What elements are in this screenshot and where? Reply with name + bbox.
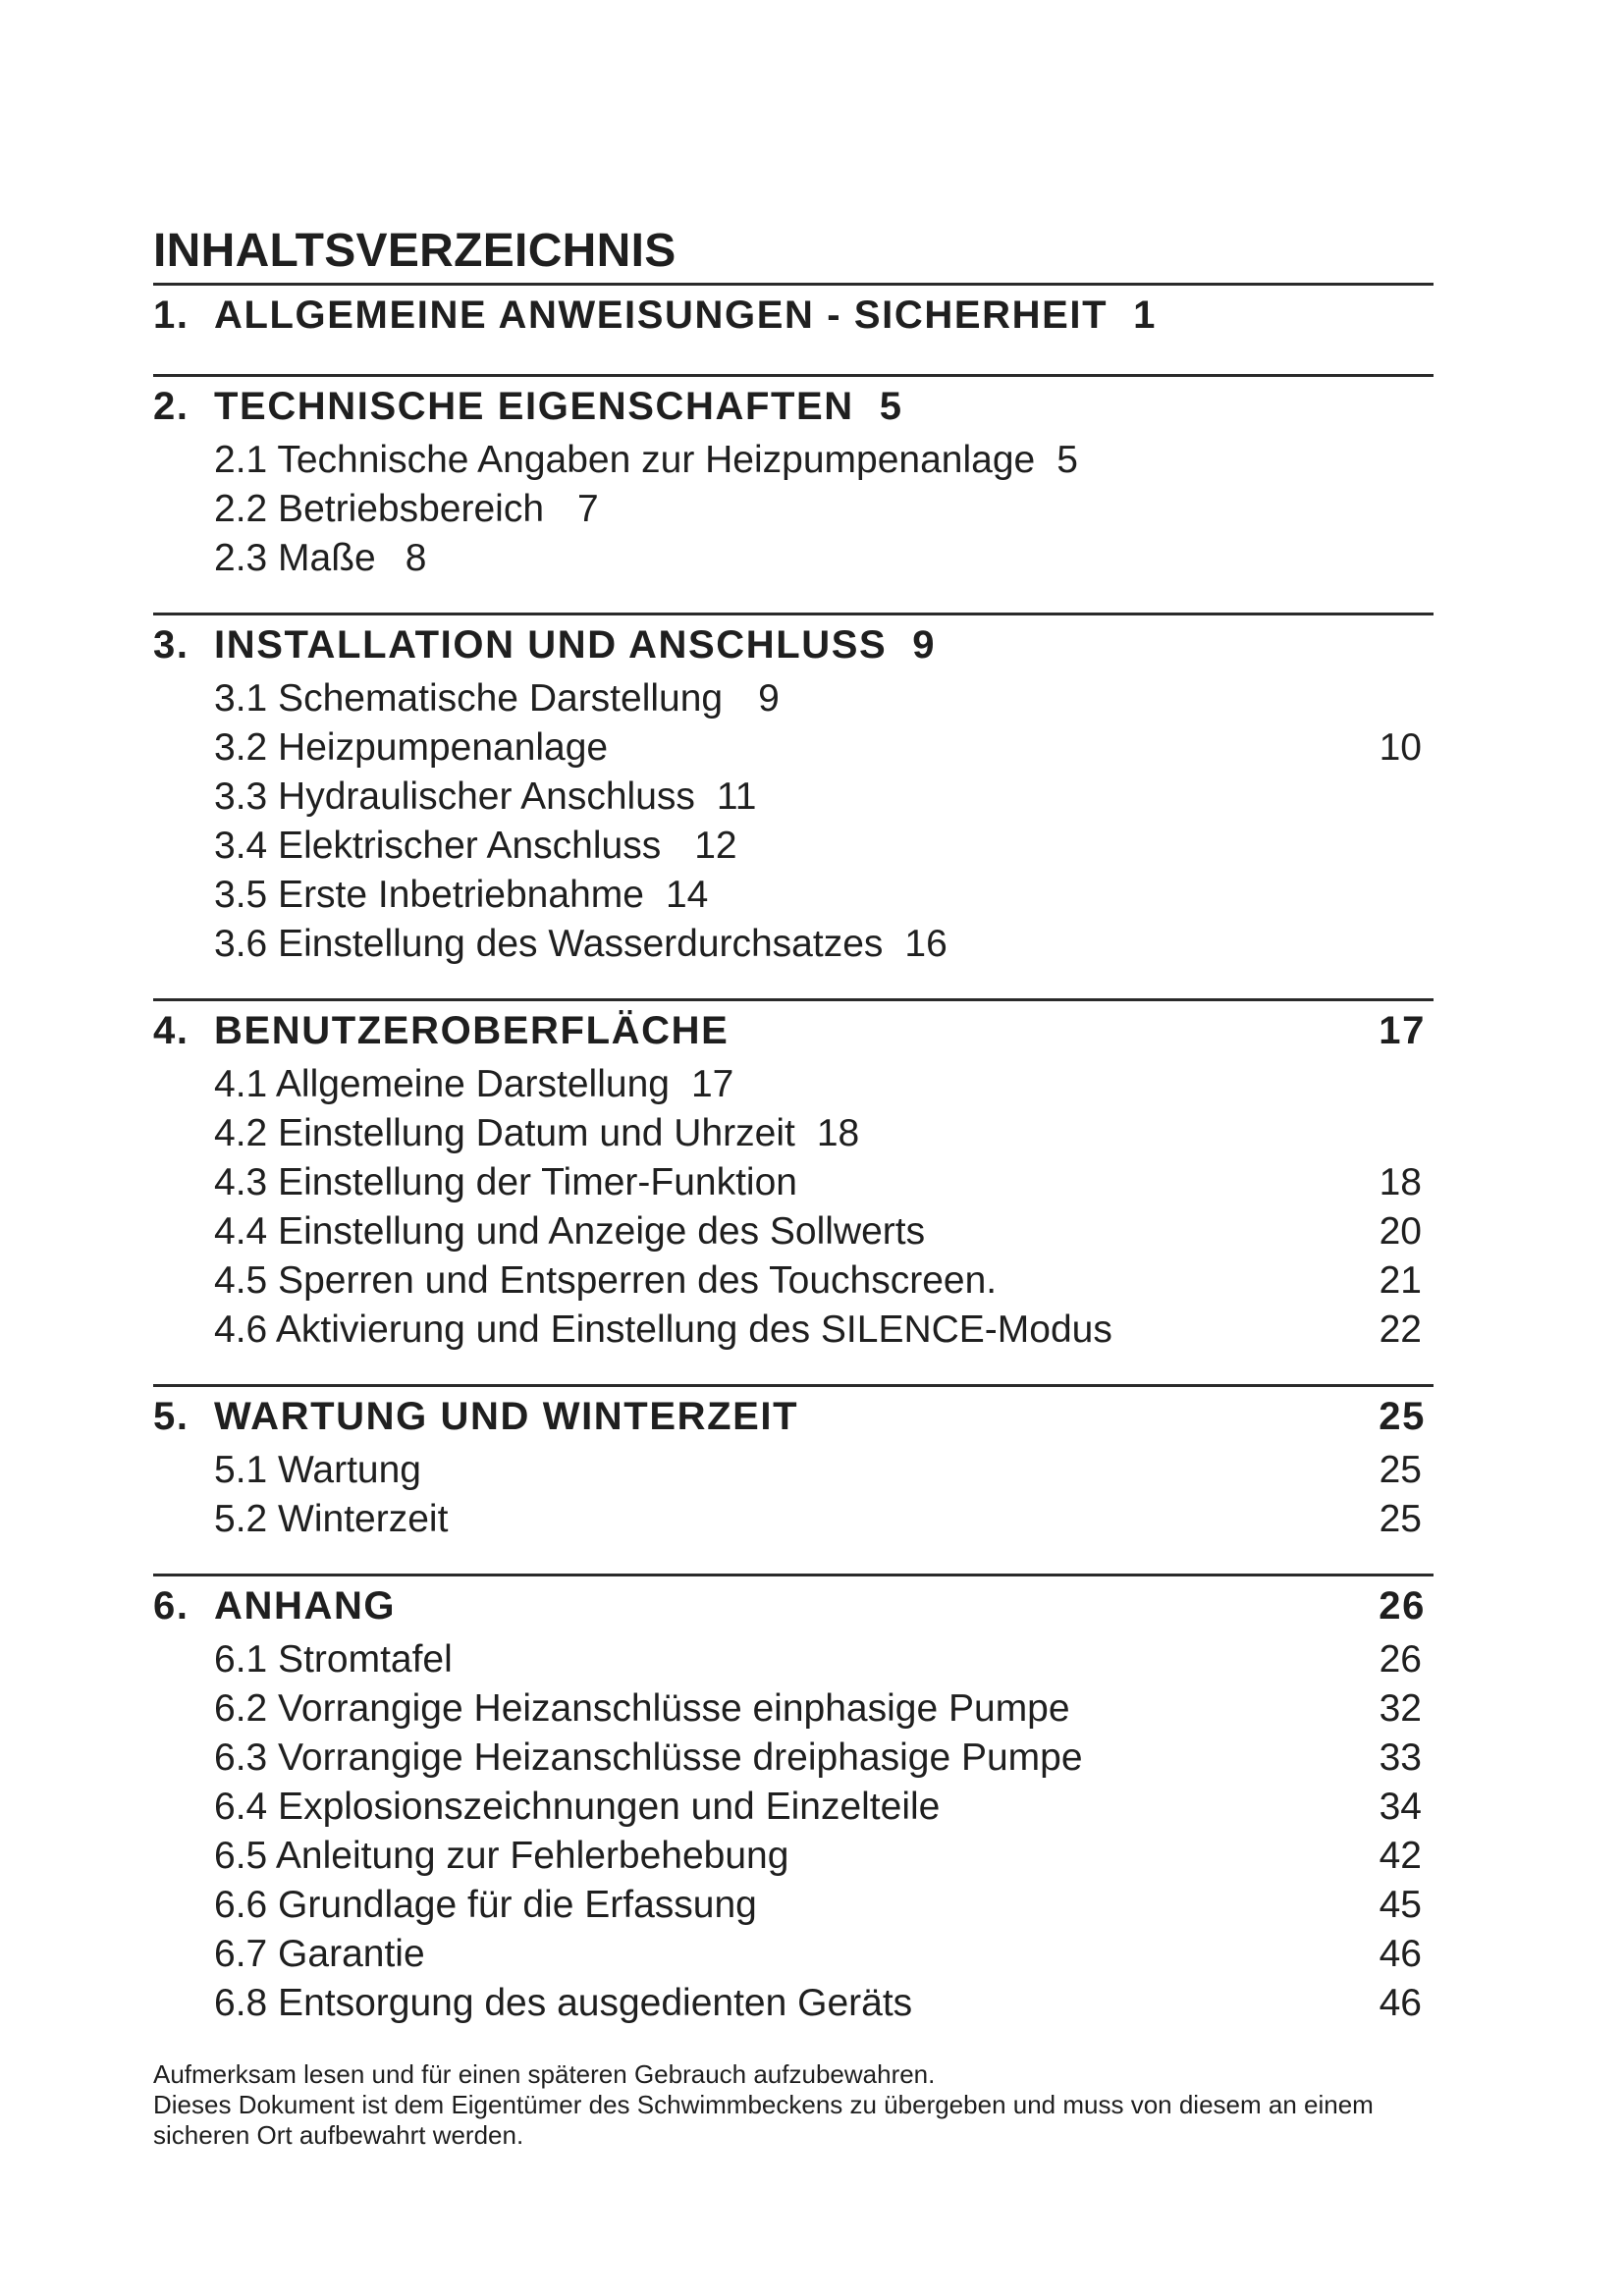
toc-entry[interactable] — [214, 1832, 1434, 1881]
section-number: 3. — [153, 622, 189, 667]
toc-section-4 — [153, 998, 1434, 1384]
toc-entry[interactable] — [214, 1684, 1434, 1734]
toc-entry[interactable] — [214, 871, 1434, 920]
footer-line-handover: Dieses Dokument ist dem Eigentümer des Schwimmbeckens zu übergeben und muss von diesem an einem sicheren Ort aufbewahrt werden. — [153, 2090, 1374, 2150]
section-heading[interactable] — [153, 1387, 1434, 1446]
toc-entry[interactable] — [214, 1256, 1434, 1306]
entry-page: 17 — [690, 1063, 734, 1105]
section-number: 4. — [153, 1008, 189, 1052]
section-number: 1. — [153, 293, 189, 337]
entry-title: 6.7 Garantie — [214, 1933, 425, 1975]
entry-title: 3.1 Schematische Darstellung — [214, 677, 724, 720]
entry-page: 18 — [816, 1112, 860, 1154]
section-page: 25 — [1379, 1394, 1426, 1438]
section-heading[interactable] — [153, 286, 1434, 345]
section-number: 5. — [153, 1394, 189, 1438]
entry-title: 4.4 Einstellung und Anzeige des Sollwerts — [214, 1210, 926, 1253]
toc-entry[interactable] — [214, 773, 1434, 822]
entry-page: 11 — [716, 775, 757, 818]
entry-page: 32 — [1379, 1687, 1422, 1730]
toc-entry[interactable] — [214, 1783, 1434, 1832]
toc-entry[interactable] — [214, 1109, 1434, 1158]
section-heading[interactable] — [153, 377, 1434, 436]
entry-title: 4.2 Einstellung Datum und Uhrzeit — [214, 1112, 795, 1154]
entry-title: 4.5 Sperren und Entsperren des Touchscreen. — [214, 1259, 998, 1302]
section-title: INSTALLATION UND ANSCHLUSS — [214, 622, 888, 667]
entry-page: 12 — [694, 825, 737, 867]
entry-title: 5.2 Winterzeit — [214, 1498, 449, 1540]
entry-title: 3.2 Heizpumpenanlage — [214, 726, 609, 769]
toc-title: INHALTSVERZEICHNIS — [153, 225, 677, 277]
entry-title: 2.2 Betriebsbereich — [214, 488, 545, 530]
entry-page: 46 — [1379, 1933, 1422, 1975]
section-title: BENUTZEROBERFLÄCHE — [214, 1008, 730, 1052]
entry-page: 14 — [665, 874, 709, 916]
section-entries — [153, 436, 1434, 583]
toc-entry[interactable] — [214, 674, 1434, 723]
toc-entry[interactable] — [214, 534, 1434, 583]
toc-entry[interactable] — [214, 1635, 1434, 1684]
section-title: TECHNISCHE EIGENSCHAFTEN — [214, 384, 854, 428]
entry-title: 3.4 Elektrischer Anschluss — [214, 825, 662, 867]
section-page: 5 — [879, 384, 903, 428]
section-page: 1 — [1133, 293, 1157, 337]
entry-page: 9 — [758, 677, 780, 720]
toc-entry[interactable] — [214, 723, 1434, 773]
entry-title: 4.6 Aktivierung und Einstellung des SILENCE-Modus — [214, 1308, 1112, 1351]
entry-page: 21 — [1379, 1259, 1422, 1302]
entry-page: 20 — [1379, 1210, 1422, 1253]
toc-entry[interactable] — [214, 1060, 1434, 1109]
entry-page: 45 — [1379, 1884, 1422, 1926]
entry-page: 8 — [405, 537, 427, 579]
entry-page: 5 — [1056, 439, 1078, 481]
toc-entry[interactable] — [214, 1734, 1434, 1783]
entry-title: 6.4 Explosionszeichnungen und Einzelteile — [214, 1786, 941, 1828]
toc-entry[interactable] — [214, 822, 1434, 871]
toc-entry[interactable] — [214, 1207, 1434, 1256]
toc-entry[interactable] — [214, 485, 1434, 534]
entry-title: 6.1 Stromtafel — [214, 1638, 453, 1681]
section-page: 26 — [1379, 1583, 1426, 1628]
entry-page: 18 — [1379, 1161, 1422, 1203]
section-heading[interactable] — [153, 1576, 1434, 1635]
toc-entry[interactable] — [214, 1306, 1434, 1355]
footer-line-read-carefully: Aufmerksam lesen und für einen späteren Gebrauch aufzubewahren. — [153, 2059, 936, 2089]
entry-page: 42 — [1379, 1835, 1422, 1877]
section-title: ANHANG — [214, 1583, 397, 1628]
toc-section-3 — [153, 613, 1434, 998]
entry-title: 6.3 Vorrangige Heizanschlüsse dreiphasige Pumpe — [214, 1736, 1083, 1779]
entry-page: 33 — [1379, 1736, 1422, 1779]
entry-title: 6.2 Vorrangige Heizanschlüsse einphasige Pumpe — [214, 1687, 1070, 1730]
section-number: 2. — [153, 384, 189, 428]
section-page: 17 — [1379, 1008, 1426, 1052]
entry-title: 3.3 Hydraulischer Anschluss — [214, 775, 695, 818]
entry-page: 34 — [1379, 1786, 1422, 1828]
entry-page: 46 — [1379, 1982, 1422, 2024]
table-of-contents — [153, 224, 1434, 2028]
entry-page: 10 — [1379, 726, 1422, 769]
toc-section-5 — [153, 1384, 1434, 1574]
entry-page: 7 — [577, 488, 599, 530]
entry-title: 5.1 Wartung — [214, 1449, 421, 1491]
toc-entry[interactable] — [214, 1495, 1434, 1544]
entry-title: 6.5 Anleitung zur Fehlerbehebung — [214, 1835, 789, 1877]
toc-section-2 — [153, 374, 1434, 613]
entry-title: 2.1 Technische Angaben zur Heizpumpenanlage — [214, 439, 1036, 481]
toc-entry[interactable] — [214, 1881, 1434, 1930]
section-entries — [153, 1060, 1434, 1355]
section-page: 9 — [912, 622, 937, 667]
entry-page: 22 — [1379, 1308, 1422, 1351]
entry-title: 6.6 Grundlage für die Erfassung — [214, 1884, 757, 1926]
entry-page: 25 — [1379, 1449, 1422, 1491]
section-entries — [153, 1446, 1434, 1544]
toc-section-1 — [153, 283, 1434, 374]
toc-entry[interactable] — [214, 1446, 1434, 1495]
toc-entry[interactable] — [214, 1979, 1434, 2028]
entry-page: 26 — [1379, 1638, 1422, 1681]
entry-title: 4.3 Einstellung der Timer-Funktion — [214, 1161, 797, 1203]
section-entries — [153, 674, 1434, 969]
toc-entry[interactable] — [214, 1158, 1434, 1207]
entry-title: 3.6 Einstellung des Wasserdurchsatzes — [214, 923, 884, 965]
section-title: ALLGEMEINE ANWEISUNGEN - SICHERHEIT — [214, 293, 1109, 337]
entry-title: 2.3 Maße — [214, 537, 376, 579]
section-entries — [153, 1635, 1434, 2028]
entry-title: 4.1 Allgemeine Darstellung — [214, 1063, 670, 1105]
toc-entry[interactable] — [214, 1930, 1434, 1979]
entry-page: 16 — [904, 923, 947, 965]
entry-title: 3.5 Erste Inbetriebnahme — [214, 874, 644, 916]
entry-title: 6.8 Entsorgung des ausgedienten Geräts — [214, 1982, 913, 2024]
toc-entry[interactable] — [214, 436, 1434, 485]
section-heading[interactable] — [153, 1001, 1434, 1060]
toc-section-6 — [153, 1574, 1434, 2028]
section-heading[interactable] — [153, 615, 1434, 674]
footer-note — [153, 2059, 1439, 2151]
toc-entry[interactable] — [214, 920, 1434, 969]
entry-page: 25 — [1379, 1498, 1422, 1540]
section-title: WARTUNG UND WINTERZEIT — [214, 1394, 799, 1438]
section-number: 6. — [153, 1583, 189, 1628]
